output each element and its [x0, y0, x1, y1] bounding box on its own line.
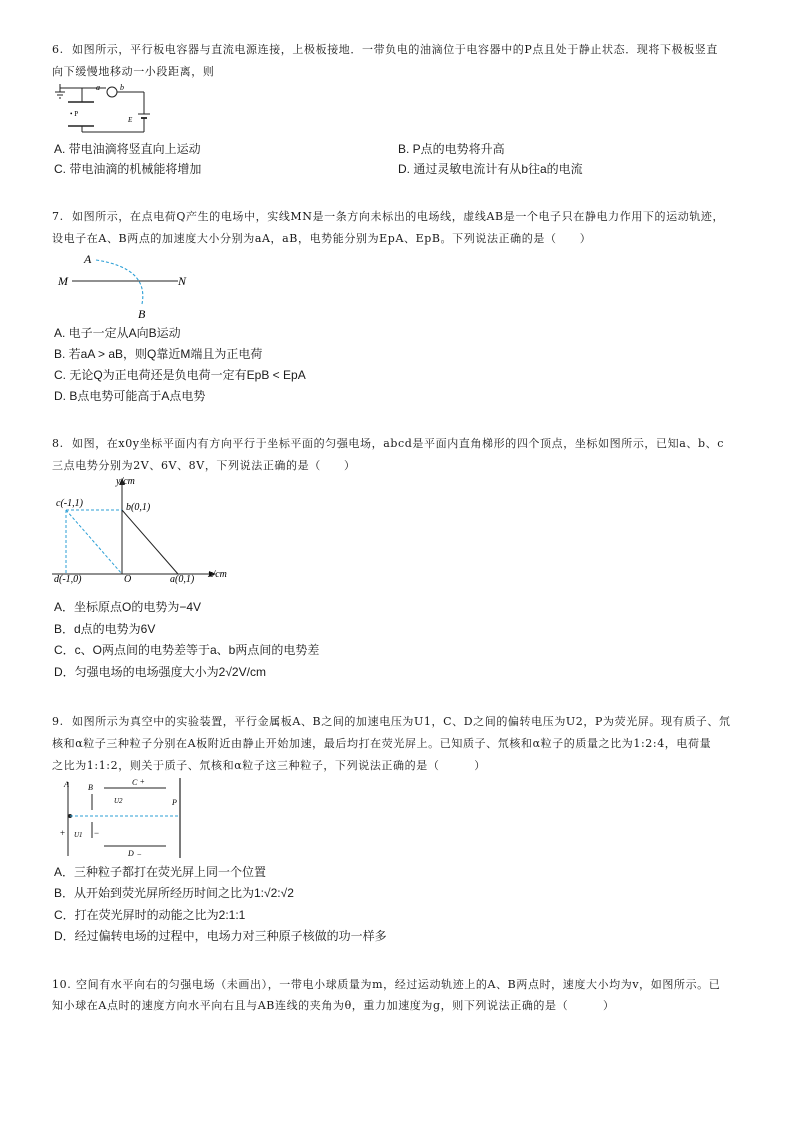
label-minus: −	[94, 828, 100, 838]
label-A: A	[64, 780, 69, 789]
label-b: b	[120, 83, 124, 92]
label-B: B	[88, 783, 93, 792]
option-a: A. 电子一定从A向B运动	[54, 326, 181, 340]
option-b: B. P点的电势将升高	[398, 142, 505, 156]
label-y-axis: y/cm	[116, 476, 135, 487]
option-c: C．打在荧光屏时的动能之比为2:1:1	[54, 908, 246, 922]
question-number: 10.	[52, 978, 72, 991]
question-stem-line: 如图所示，平行板电容器与直流电源连接，上极板接地．一带负电的油滴位于电容器中的P点且处于静止状态．现将下极板竖直	[72, 43, 718, 56]
question-stem-line: 向下缓慢地移动一小段距离，则	[52, 65, 215, 78]
option-b: B. 若aA > aB，则Q靠近M端且为正电荷	[54, 347, 263, 361]
option-a: A. 带电油滴将竖直向上运动	[54, 142, 201, 156]
label-D: D	[128, 849, 134, 858]
option-a: A．三种粒子都打在荧光屏上同一个位置	[54, 865, 267, 879]
label-o: O	[124, 574, 132, 585]
label-b: b(0,1)	[126, 502, 151, 513]
question-stem-line: 知小球在A点时的速度方向水平向右且与AB连线的夹角为θ，重力加速度为g，则下列说法正确的是（ ）	[52, 999, 615, 1012]
option-d: D. B点电势可能高于A点电势	[54, 389, 206, 403]
field-line-figure	[54, 250, 204, 322]
label-P: P	[172, 798, 177, 807]
question-stem-line: 核和α粒子三种粒子分别在A板附近由静止开始加速，最后均打在荧光屏上。已知质子、氘核和α粒子的质量之比为1:2:4，电荷量	[52, 737, 712, 750]
question-number: 7.	[52, 210, 64, 223]
question-stem-line: 如图，在x0y坐标平面内有方向平行于坐标平面的匀强电场，abcd是平面内直角梯形的四个顶点，坐标如图所示，已知a、b、c	[72, 437, 724, 450]
option-b: B．d点的电势为6V	[54, 622, 156, 636]
label-B: B	[138, 307, 146, 321]
label-plus: +	[60, 828, 66, 838]
question-number: 6.	[52, 43, 64, 56]
label-c: c(-1,1)	[56, 498, 83, 509]
label-plus-c: +	[140, 777, 145, 786]
accelerator-deflector-figure	[56, 776, 192, 860]
question-stem-line: 如图所示为真空中的实验装置，平行金属板A、B之间的加速电压为U1，C、D之间的偏转电压为U2，P为荧光屏。现有质子、氘	[72, 715, 731, 728]
question-number: 9.	[52, 715, 64, 728]
question-stem-line: 如图所示，在点电荷Q产生的电场中，实线MN是一条方向未标出的电场线，虚线AB是一个电子只在静电力作用下的运动轨迹，	[72, 210, 725, 223]
question-stem-line: 空间有水平向右的匀强电场（未画出），一带电小球质量为m，经过运动轨迹上的A、B两点时，速度大小均为v，如图所示。已	[76, 978, 721, 991]
label-M: M	[58, 274, 68, 288]
label-p: • P	[70, 110, 79, 118]
option-d: D．经过偏转电场的过程中，电场力对三种原子核做的功一样多	[54, 929, 387, 943]
label-U2: U2	[114, 797, 123, 805]
label-U1: U1	[74, 831, 83, 839]
question-stem-line: 设电子在A、B两点的加速度大小分别为aA，aB，电势能分别为EpA、EpB。下列说法正确的是（ ）	[52, 232, 592, 245]
question-stem-line: 之比为1:1:2，则关于质子、氘核和α粒子这三种粒子，下列说法正确的是（ ）	[52, 759, 486, 772]
option-d: D．匀强电场的电场强度大小为2√2V/cm	[54, 665, 266, 679]
label-a: a(0,1)	[170, 574, 195, 585]
option-c: C．c、O两点间的电势差等于a、b两点间的电势差	[54, 643, 320, 657]
label-C: C	[132, 778, 138, 787]
label-d: d(-1,0)	[54, 574, 82, 585]
question-stem-line: 三点电势分别为2V、6V、8V，下列说法正确的是（ ）	[52, 459, 356, 472]
question-number: 8.	[52, 437, 64, 450]
coordinate-trapezoid-figure	[52, 474, 242, 586]
label-N: N	[178, 274, 187, 288]
capacitor-circuit-figure	[54, 82, 164, 138]
option-a: A．坐标原点O的电势为−4V	[54, 600, 202, 614]
option-c: C. 带电油滴的机械能将增加	[54, 162, 202, 176]
label-A: A	[84, 252, 92, 266]
option-b: B．从开始到荧光屏所经历时间之比为1:√2:√2	[54, 886, 294, 900]
label-x-axis: x/cm	[208, 569, 227, 580]
label-e: E	[128, 116, 133, 124]
label-a: a	[96, 83, 100, 92]
option-d: D. 通过灵敏电流计有从b往a的电流	[398, 162, 583, 176]
option-c: C. 无论Q为正电荷还是负电荷一定有EpB < EpA	[54, 368, 306, 382]
label-minus-d: −	[137, 850, 142, 859]
